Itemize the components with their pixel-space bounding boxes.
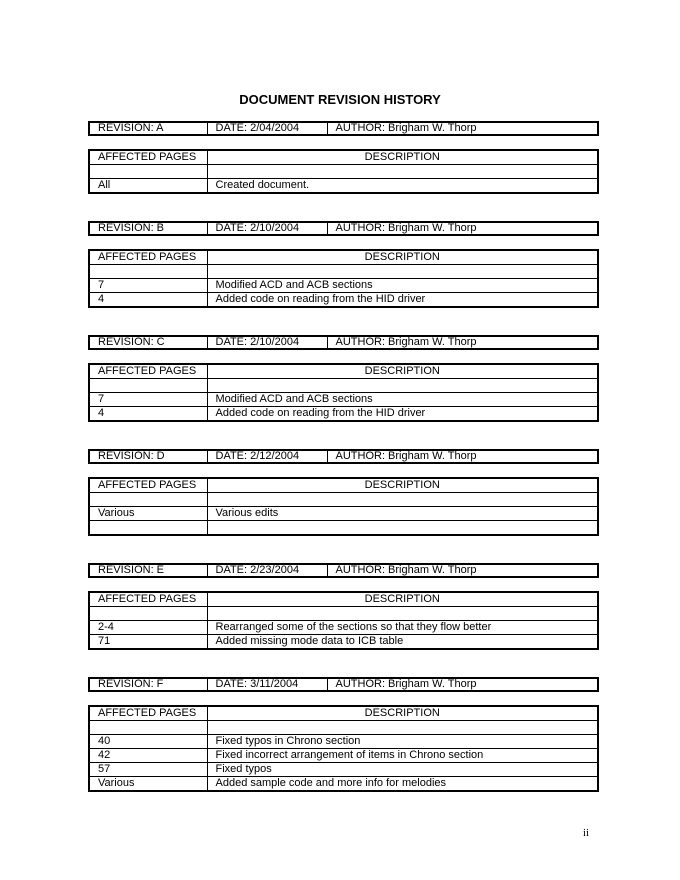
description-cell: Added code on reading from the HID driver xyxy=(207,407,598,422)
table-row xyxy=(89,721,598,735)
revision-author: AUTHOR: Brigham W. Thorp xyxy=(327,122,598,135)
description-cell: Fixed typos xyxy=(207,763,598,777)
affected-pages-cell: 4 xyxy=(89,293,207,308)
table-row xyxy=(89,607,598,621)
description-table xyxy=(88,249,599,308)
table-row xyxy=(89,493,598,507)
revision-header xyxy=(88,677,599,692)
revision-header xyxy=(88,335,599,350)
table-row xyxy=(89,735,598,749)
affected-pages-cell: 71 xyxy=(89,635,207,650)
revision-author: AUTHOR: Brigham W. Thorp xyxy=(327,336,598,349)
description-header: DESCRIPTION xyxy=(207,364,598,379)
description-cell: Added missing mode data to ICB table xyxy=(207,635,598,650)
table-row xyxy=(89,179,598,194)
revision-date: DATE: 2/04/2004 xyxy=(207,122,327,135)
description-cell xyxy=(207,521,598,536)
description-header: DESCRIPTION xyxy=(207,592,598,607)
affected-pages-cell: 2-4 xyxy=(89,621,207,635)
affected-pages-cell xyxy=(89,165,207,179)
revision-date: DATE: 3/11/2004 xyxy=(207,678,327,691)
affected-pages-cell: 7 xyxy=(89,393,207,407)
revision-date: DATE: 2/10/2004 xyxy=(207,336,327,349)
revision-header xyxy=(88,563,599,578)
affected-pages-cell xyxy=(89,607,207,621)
description-cell: Created document. xyxy=(207,179,598,194)
affected-pages-cell xyxy=(89,721,207,735)
revision-header xyxy=(88,121,599,136)
description-cell: Added code on reading from the HID driver xyxy=(207,293,598,308)
table-row xyxy=(89,777,598,792)
revision-block xyxy=(88,449,599,536)
description-cell: Modified ACD and ACB sections xyxy=(207,393,598,407)
revision-block xyxy=(88,335,599,422)
description-table xyxy=(88,149,599,194)
affected-pages-cell xyxy=(89,265,207,279)
description-cell xyxy=(207,607,598,621)
table-row xyxy=(89,279,598,293)
revision-label: REVISION: F xyxy=(98,678,164,690)
table-row xyxy=(89,393,598,407)
description-cell: Rearranged some of the sections so that they flow better xyxy=(207,621,598,635)
description-cell xyxy=(207,379,598,393)
description-table xyxy=(88,591,599,650)
description-cell xyxy=(207,165,598,179)
description-cell xyxy=(207,493,598,507)
affected-pages-cell: 7 xyxy=(89,279,207,293)
revision-author: AUTHOR: Brigham W. Thorp xyxy=(327,678,598,691)
description-header: DESCRIPTION xyxy=(207,478,598,493)
table-row xyxy=(89,621,598,635)
revision-label: REVISION: A xyxy=(98,122,164,134)
description-header: DESCRIPTION xyxy=(207,150,598,165)
affected-pages-cell: 4 xyxy=(89,407,207,422)
description-cell: Modified ACD and ACB sections xyxy=(207,279,598,293)
affected-pages-cell: 40 xyxy=(89,735,207,749)
description-table xyxy=(88,477,599,536)
affected-pages-header: AFFECTED PAGES xyxy=(89,250,207,265)
description-cell: Various edits xyxy=(207,507,598,521)
affected-pages-header: AFFECTED PAGES xyxy=(89,592,207,607)
revision-block xyxy=(88,121,599,194)
affected-pages-header: AFFECTED PAGES xyxy=(89,706,207,721)
table-row xyxy=(89,379,598,393)
affected-pages-cell xyxy=(89,493,207,507)
affected-pages-header: AFFECTED PAGES xyxy=(89,478,207,493)
affected-pages-cell: Various xyxy=(89,507,207,521)
revision-header xyxy=(88,449,599,464)
table-row xyxy=(89,763,598,777)
revision-block xyxy=(88,563,599,650)
affected-pages-cell: Various xyxy=(89,777,207,792)
affected-pages-cell: 57 xyxy=(89,763,207,777)
description-cell xyxy=(207,721,598,735)
revision-label: REVISION: E xyxy=(98,564,165,576)
description-cell: Fixed incorrect arrangement of items in Chrono section xyxy=(207,749,598,763)
description-header: DESCRIPTION xyxy=(207,250,598,265)
table-row xyxy=(89,293,598,308)
table-row xyxy=(89,521,598,536)
revision-label: REVISION: B xyxy=(98,222,165,234)
revision-author: AUTHOR: Brigham W. Thorp xyxy=(327,450,598,463)
revision-author: AUTHOR: Brigham W. Thorp xyxy=(327,222,598,235)
affected-pages-header: AFFECTED PAGES xyxy=(89,364,207,379)
table-row xyxy=(89,507,598,521)
affected-pages-cell: 42 xyxy=(89,749,207,763)
table-row xyxy=(89,407,598,422)
revision-history xyxy=(88,121,599,819)
page-title: DOCUMENT REVISION HISTORY xyxy=(239,92,441,107)
description-header: DESCRIPTION xyxy=(207,706,598,721)
revision-date: DATE: 2/12/2004 xyxy=(207,450,327,463)
revision-block xyxy=(88,221,599,308)
revision-block xyxy=(88,677,599,792)
revision-label: REVISION: C xyxy=(98,336,165,348)
table-row xyxy=(89,635,598,650)
revision-date: DATE: 2/23/2004 xyxy=(207,564,327,577)
revision-header xyxy=(88,221,599,236)
description-table xyxy=(88,363,599,422)
revision-author: AUTHOR: Brigham W. Thorp xyxy=(327,564,598,577)
description-cell: Added sample code and more info for melodies xyxy=(207,777,598,792)
table-row xyxy=(89,165,598,179)
revision-date: DATE: 2/10/2004 xyxy=(207,222,327,235)
description-cell xyxy=(207,265,598,279)
affected-pages-cell xyxy=(89,521,207,536)
description-table xyxy=(88,705,599,792)
affected-pages-header: AFFECTED PAGES xyxy=(89,150,207,165)
table-row xyxy=(89,749,598,763)
page-number: ii xyxy=(583,827,590,839)
affected-pages-cell: All xyxy=(89,179,207,194)
affected-pages-cell xyxy=(89,379,207,393)
description-cell: Fixed typos in Chrono section xyxy=(207,735,598,749)
revision-label: REVISION: D xyxy=(98,450,165,462)
table-row xyxy=(89,265,598,279)
